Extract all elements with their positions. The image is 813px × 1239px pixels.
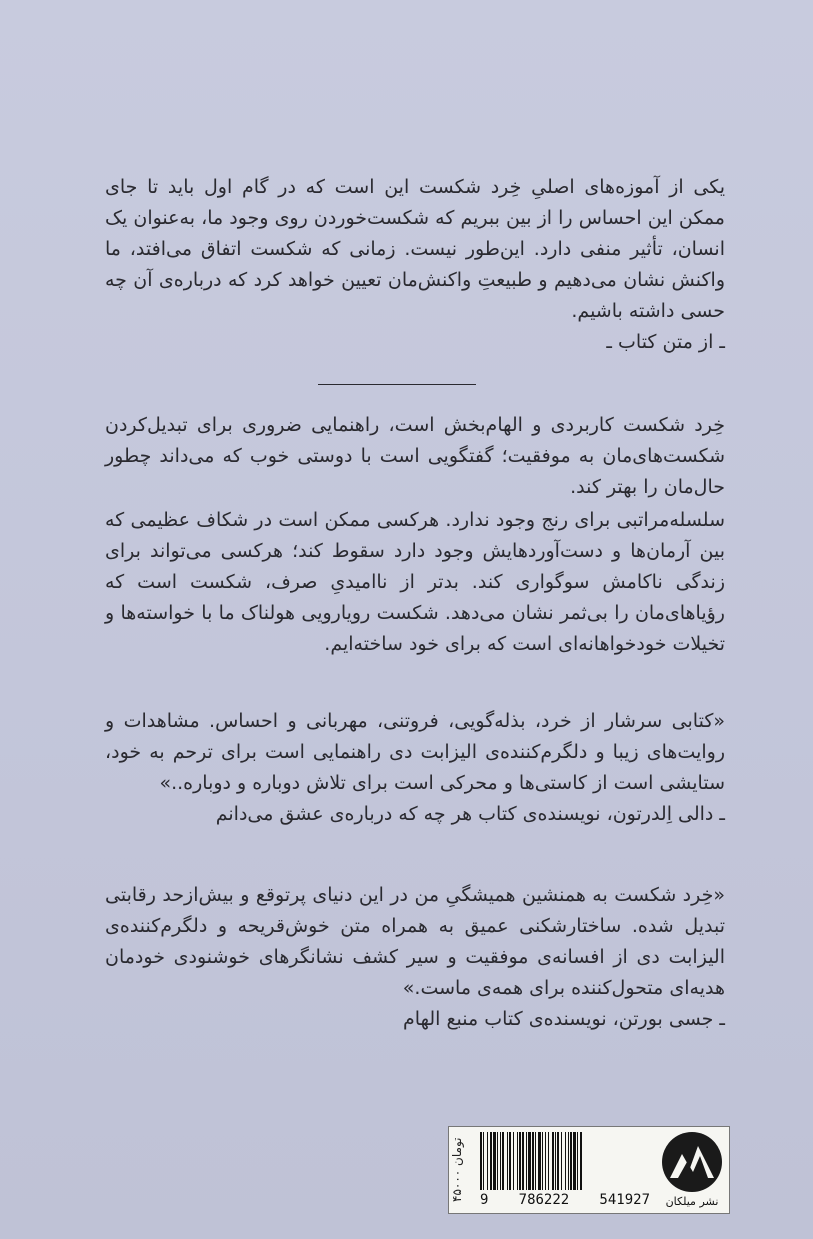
barcode-bar [545,1132,546,1190]
mountain-peaks-icon [660,1130,724,1194]
barcode-bar [526,1132,527,1190]
barcode-bar [542,1132,543,1190]
isbn-digit-group-1: 786222 [518,1192,570,1208]
description-paragraph-1: خِرد شکست کاربردی و الهام‌بخش است، راهنمایی ضروری برای تبدیل‌کردن شکست‌های‌مان به موفقیت؛ گفتگویی است با دوستی خوب که می‌داند چطور حال‌مان را بهتر کند. [105,414,725,498]
review-quote-1-attribution: ـ دالی اِلدرتون، نویسنده‌ی کتاب هر چه که درباره‌ی عشق می‌دانم [215,803,725,825]
barcode-bar [538,1132,541,1190]
excerpt-credit: ـ از متن کتاب ـ [606,331,725,353]
section-divider [318,384,476,385]
isbn-barcode [478,1130,648,1192]
barcode-bar [577,1132,578,1190]
review-quote-1 [105,706,725,830]
price-label: ۴۵۰۰۰ تومان [450,1137,464,1203]
barcode-bar [490,1132,492,1190]
barcode-bar [493,1132,496,1190]
barcode-bar [532,1132,534,1190]
review-quote-2-attribution: ـ جسی بورتن، نویسنده‌ی کتاب منبع الهام [403,1008,725,1030]
barcode-bar [522,1132,524,1190]
isbn-digit-prefix: 9 [480,1192,489,1208]
barcode-bar [570,1132,572,1190]
review-quote-2 [105,880,725,1035]
barcode-bar [513,1132,514,1190]
barcode-bar [555,1132,556,1190]
isbn-digit-group-2: 541927 [599,1192,650,1208]
barcode-bar [497,1132,498,1190]
barcode-bar [552,1132,554,1190]
barcode-bar [519,1132,521,1190]
review-quote-2-text: «خِرد شکست به همنشین همیشگیِ من در این دنیای پرتوقع و بیش‌ازحد رقابتی تبدیل شده. ساختارشکنی عمیق به همراه متن خوش‌قریحه و دلگرم‌کننده‌ی الیزابت دی از افسانه‌ی موفقیت و سیر کشف نشانگرهای خوشنودی خودمان هدیه‌ای متحول‌کننده برای همه‌ی ماست.» [105,884,725,999]
barcode-bar [500,1132,501,1190]
description-paragraph-2: سلسله‌مراتبی برای رنج وجود ندارد. هرکسی ممکن است در شکاف عظیمی که بین آرمان‌ها و دست‌آوردهایش وجود دارد سقوط کند؛ هرکسی می‌تواند برای زندگی ناکامش سوگواری کند. بدتر از ناامیدیِ صرف، شکست است که رؤیاهای‌مان را بی‌ثمر نشان می‌دهد. شکست رویارویی هولناک ما با خواسته‌ها و تخیلات خودخواهانه‌ای است که برای خود ساخته‌ایم. [105,509,725,655]
review-quote-1-text: «کتابی سرشار از خرد، بذله‌گویی، فروتنی، مهربانی و احساس. مشاهدات و روایت‌های زیبا و دلگرم‌کننده‌ی الیزابت دی راهنمایی است برای ترحم به خود، ستایشی است از کاستی‌ها و محرکی است برای تلاش دوباره و دوباره..» [105,710,725,794]
barcode-bar [483,1132,484,1190]
barcode-bar [565,1132,566,1190]
isbn-digits [480,1192,650,1208]
barcode-bar [561,1132,562,1190]
barcode-bar [507,1132,508,1190]
barcode-bar [573,1132,576,1190]
book-excerpt [105,172,725,358]
barcode-bar [535,1132,536,1190]
barcode-bar [480,1132,482,1190]
barcode-bar [580,1132,582,1190]
barcode-bar [487,1132,488,1190]
book-description [105,410,725,660]
excerpt-text: یکی از آموزه‌های اصلیِ خِرد شکست این است که در گام اول باید تا جای ممکن این احساس را از بین ببریم که شکست‌خوردن روی وجود ما، به‌عنوان یک انسان، تأثیر منفی دارد. این‌طور نیست. زمانی که شکست اتفاق می‌افتد، ما واکنش نشان می‌دهیم و طبیعتِ واکنش‌مان تعیین خواهد کرد که درباره‌ی آن چه حسی داشته باشیم. [105,176,725,322]
barcode-bar [568,1132,569,1190]
barcode-bar [528,1132,531,1190]
barcode-bar [509,1132,511,1190]
barcode-bar [557,1132,559,1190]
publisher-name: نشر میلکان [665,1195,719,1208]
barcode-bar [517,1132,518,1190]
barcode-bar [502,1132,504,1190]
barcode-bar [548,1132,549,1190]
